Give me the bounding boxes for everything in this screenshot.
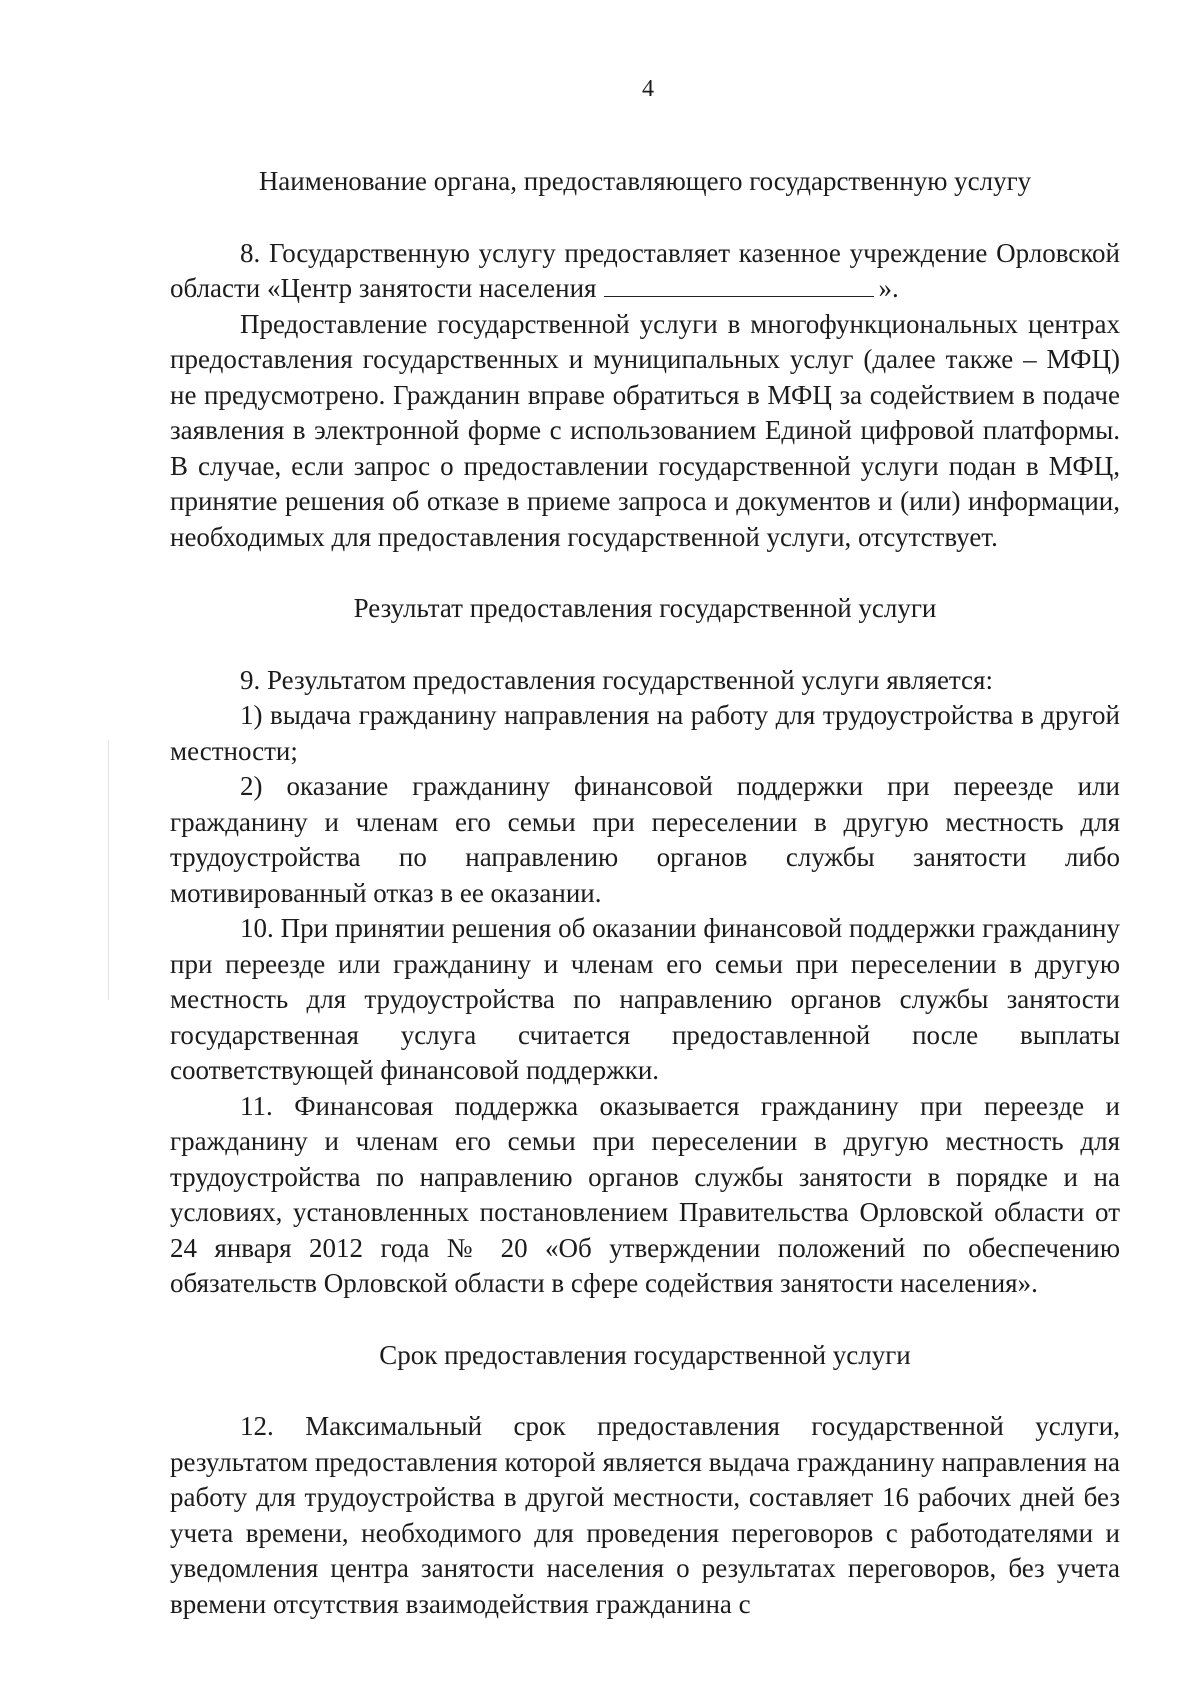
page-number: 4 [642, 76, 654, 102]
paragraph-9-item-1: 1) выдача гражданину направления на работу для трудоустройства в другой местности; [170, 700, 1120, 766]
paragraph-9-item-2: 2) оказание гражданину финансовой поддержки при переезде или гражданину и членам его семьи при переселении в другую местность для трудоустройства по направлению органов службы занятости либо мотивированный отказ в ее оказании. [170, 771, 1120, 908]
paragraph-9: 9. Результатом предоставления государственной услуги является: [240, 664, 993, 695]
section-heading-authority: Наименование органа, предоставляющего государственную услугу [258, 166, 1032, 196]
document-body [170, 164, 1120, 1622]
scan-artifact-line [108, 740, 109, 1000]
section-heading-term: Срок предоставления государственной услуги [379, 1339, 911, 1370]
paragraph-8-mfc: Предоставление государственной услуги в многофункциональных центрах предоставления государственных и муниципальных услуг (далее также – МФЦ) не предусмотрено. Гражданин вправе обратиться в МФЦ за содействием в подаче заявления в электронной форме с использованием Единой цифровой платформы. В случае, если запрос о предоставлении государственной услуги подан в МФЦ, принятие решения об отказе в приеме запроса и документов и (или) информации, необходимых для предоставления государственной услуги, отсутствует. [170, 308, 1120, 552]
paragraph-8 [170, 236, 1120, 307]
paragraph-12: 12. Максимальный срок предоставления государственной услуги, результатом предоставления которой является выдача гражданину направления на работу для трудоустройства в другой местности, составляет 16 рабочих дней без учета времени, необходимого для проведения переговоров с работодателями и уведомления центра занятости населения о результатах переговоров, без учета времени отсутствия взаимодействия гражданина с [170, 1411, 1120, 1619]
fill-in-blank [604, 276, 874, 297]
paragraph-10: 10. При принятии решения об оказании финансовой поддержки гражданину при переезде или гражданину и членам его семьи при переселении в другую местность для трудоустройства по направлению органов службы занятости государственная услуга считается предоставленной после выплаты соответствующей финансовой поддержки. [170, 913, 1120, 1085]
paragraph-11: 11. Финансовая поддержка оказывается гражданину при переезде и гражданину и членам его семьи при переселении в другую местность для трудоустройства по направлению органов службы занятости в порядке и на условиях, установленных постановлением Правительства Орловской области от 24 января 2012 года № 20 «Об утверждении положений по обеспечению обязательств Орловской области в сфере содействия занятости населения». [170, 1090, 1120, 1298]
paragraph-8-closing: ». [878, 273, 899, 303]
paragraph-8-text: 8. Государственную услугу предоставляет казенное учреждение Орловской области «Центр занятости населения [170, 237, 1120, 303]
section-heading-result: Результат предоставления государственной услуги [353, 593, 937, 623]
